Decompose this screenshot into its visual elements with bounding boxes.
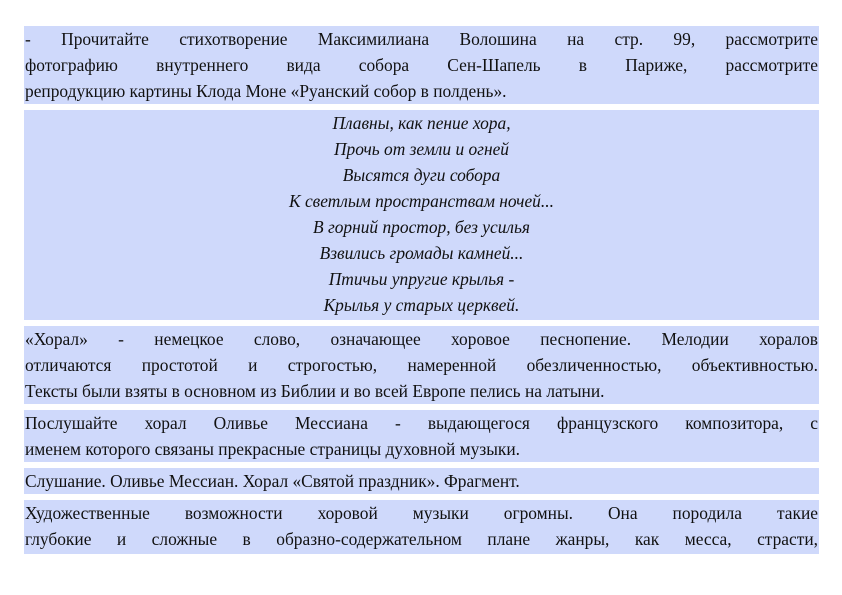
- text-line: Художественные возможности хоровой музыки огромны. Она породила такие: [25, 503, 818, 523]
- text-line: фотографию внутреннего вида собора Сен-Шапель в Париже, рассмотрите: [25, 55, 818, 75]
- poem-line: Взвились громады камней...: [319, 243, 524, 263]
- poem-line: В горний простор, без усилья: [312, 217, 531, 237]
- paragraph-fragment: [24, 468, 819, 494]
- poem-block: [24, 110, 819, 320]
- poem-line: Крылья у старых церквей.: [323, 295, 520, 315]
- poem-line: Птичьи упругие крылья -: [328, 269, 515, 289]
- poem-line: Высятся дуги собора: [342, 165, 501, 185]
- paragraph-choral: [24, 326, 819, 404]
- text-line: Послушайте хорал Оливье Мессиана - выдающегося французского композитора, с: [25, 413, 818, 433]
- paragraph-listen: [24, 410, 819, 462]
- poem-line: Прочь от земли и огней: [333, 139, 510, 159]
- text-line: отличаются простотой и строгостью, намеренной обезличенностью, объективностью.: [25, 355, 818, 375]
- poem-line: К светлым пространствам ночей...: [289, 191, 554, 211]
- text-line: «Хорал» - немецкое слово, означающее хоровое песнопение. Мелодии хоралов: [25, 329, 818, 349]
- paragraph-intro: [24, 26, 819, 104]
- text-line: глубокие и сложные в образно-содержательном плане жанры, как месса, страсти,: [25, 529, 818, 549]
- text-line: Тексты были взяты в основном из Библии и во всей Европе пелись на латыни.: [25, 381, 605, 401]
- text-line: именем которого связаны прекрасные страницы духовной музыки.: [25, 439, 521, 459]
- text-line: репродукцию картины Клода Моне «Руанский собор в полдень».: [25, 81, 507, 101]
- text-line: Слушание. Оливье Мессиан. Хорал «Святой праздник». Фрагмент.: [25, 471, 520, 491]
- poem-line: Плавны, как пение хора,: [332, 113, 511, 133]
- text-line: - Прочитайте стихотворение Максимилиана Волошина на стр. 99, рассмотрите: [25, 29, 818, 49]
- paragraph-possibilities: [24, 500, 819, 554]
